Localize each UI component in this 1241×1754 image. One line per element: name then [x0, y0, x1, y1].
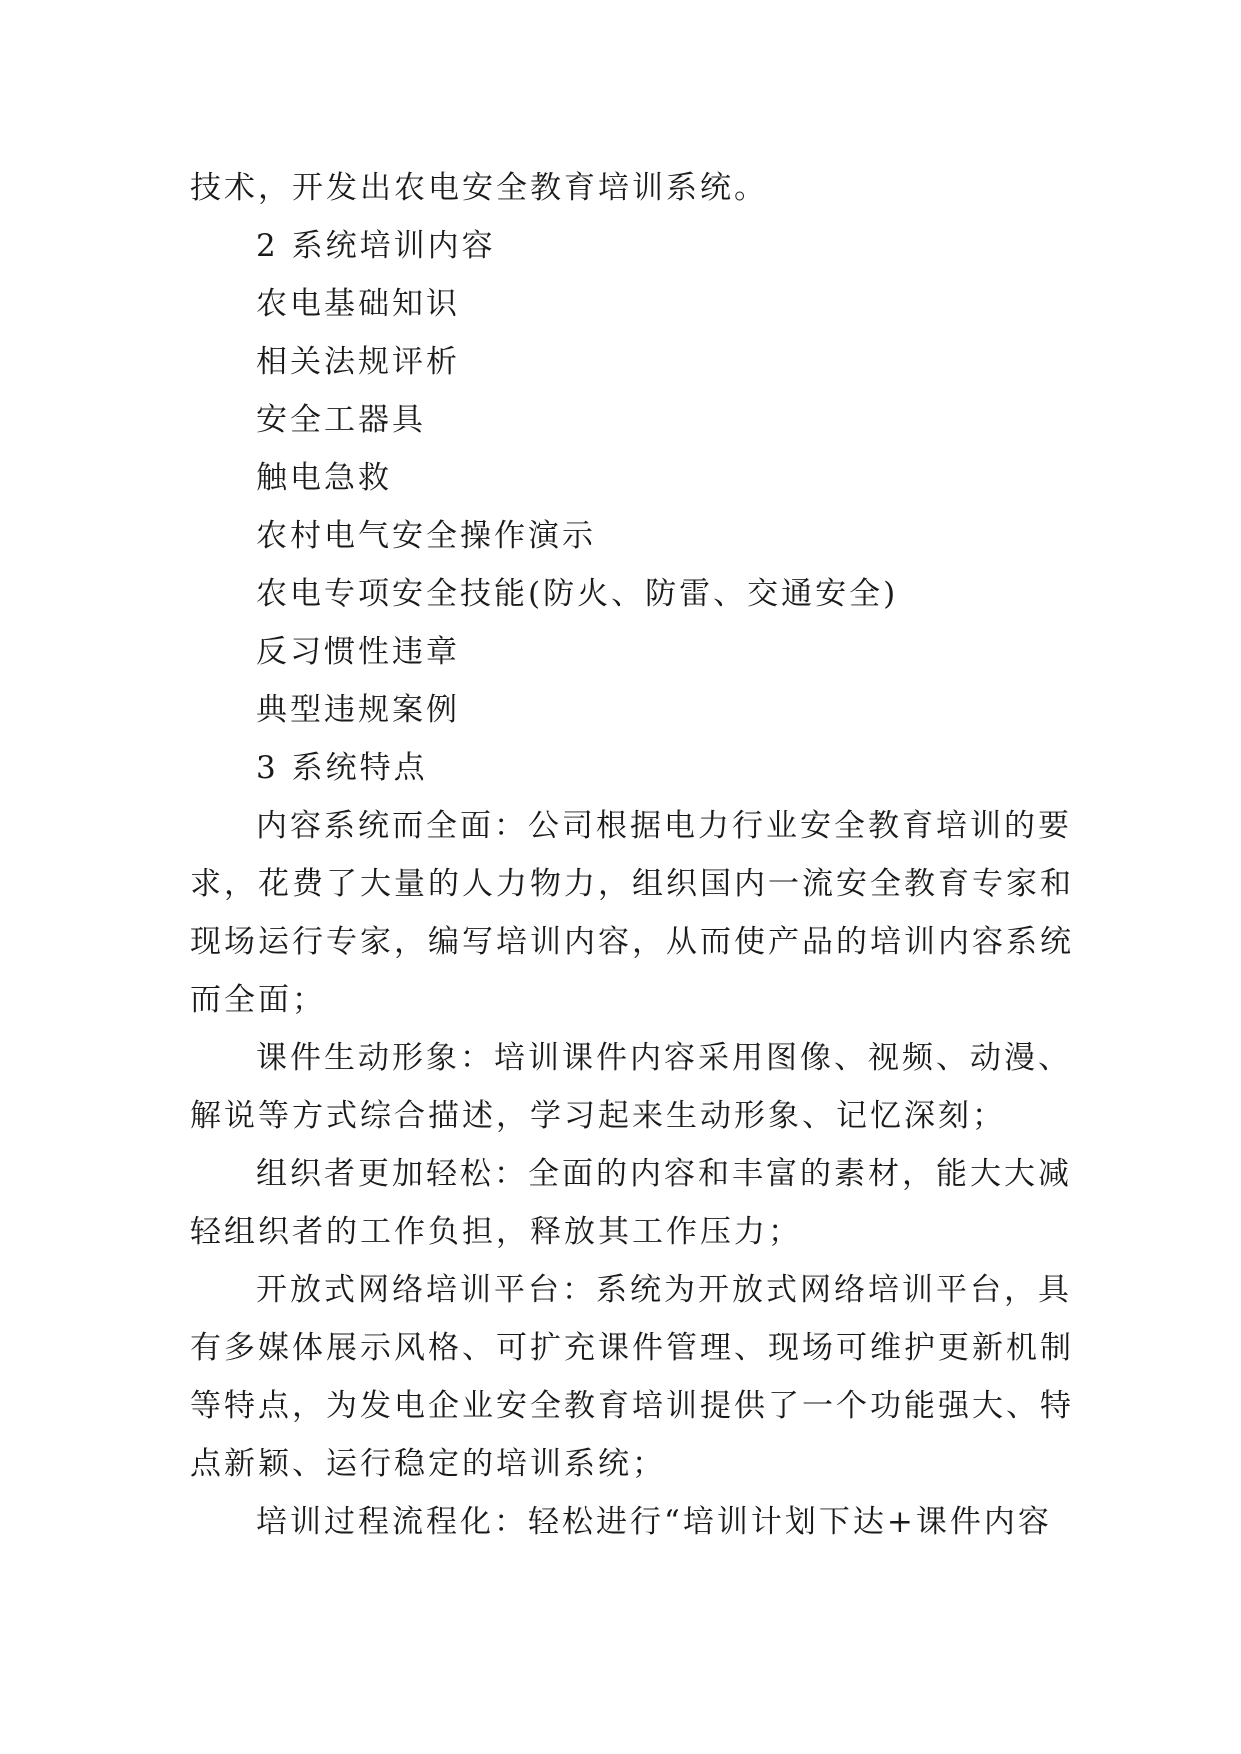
- list-item: 安全工器具: [256, 402, 426, 438]
- body-text-line: 开放式网络培训平台：系统为开放式网络培训平台，具: [256, 1272, 1072, 1308]
- body-text-line: 轻组织者的工作负担，释放其工作压力；: [190, 1214, 802, 1250]
- body-text-line: 培训过程流程化：轻松进行“培训计划下达+课件内容: [256, 1504, 1052, 1540]
- section-heading: 3 系统特点: [256, 750, 428, 786]
- body-text-line: 解说等方式综合描述，学习起来生动形象、记忆深刻；: [190, 1098, 1006, 1134]
- body-text-line: 求，花费了大量的人力物力，组织国内一流安全教育专家和: [190, 866, 1074, 902]
- body-text-line: 现场运行专家，编写培训内容，从而使产品的培训内容系统: [190, 924, 1074, 960]
- body-text-line: 内容系统而全面：公司根据电力行业安全教育培训的要: [256, 808, 1072, 844]
- list-item: 农电基础知识: [256, 286, 460, 322]
- body-text-line: 有多媒体展示风格、可扩充课件管理、现场可维护更新机制: [190, 1330, 1074, 1366]
- body-text-line: 等特点，为发电企业安全教育培训提供了一个功能强大、特: [190, 1388, 1074, 1424]
- body-text-line: 而全面；: [190, 982, 326, 1018]
- body-text-line: 组织者更加轻松：全面的内容和丰富的素材，能大大减: [256, 1156, 1072, 1192]
- body-text-line: 技术，开发出农电安全教育培训系统。: [190, 170, 768, 206]
- list-item: 农电专项安全技能(防火、防雷、交通安全): [256, 576, 899, 612]
- list-item: 触电急救: [256, 460, 392, 496]
- list-item: 典型违规案例: [256, 692, 460, 728]
- body-text-line: 点新颖、运行稳定的培训系统；: [190, 1446, 666, 1482]
- body-text-line: 课件生动形象：培训课件内容采用图像、视频、动漫、: [256, 1040, 1072, 1076]
- list-item: 反习惯性违章: [256, 634, 460, 670]
- list-item: 相关法规评析: [256, 344, 460, 380]
- section-heading: 2 系统培训内容: [256, 228, 496, 264]
- list-item: 农村电气安全操作演示: [256, 518, 596, 554]
